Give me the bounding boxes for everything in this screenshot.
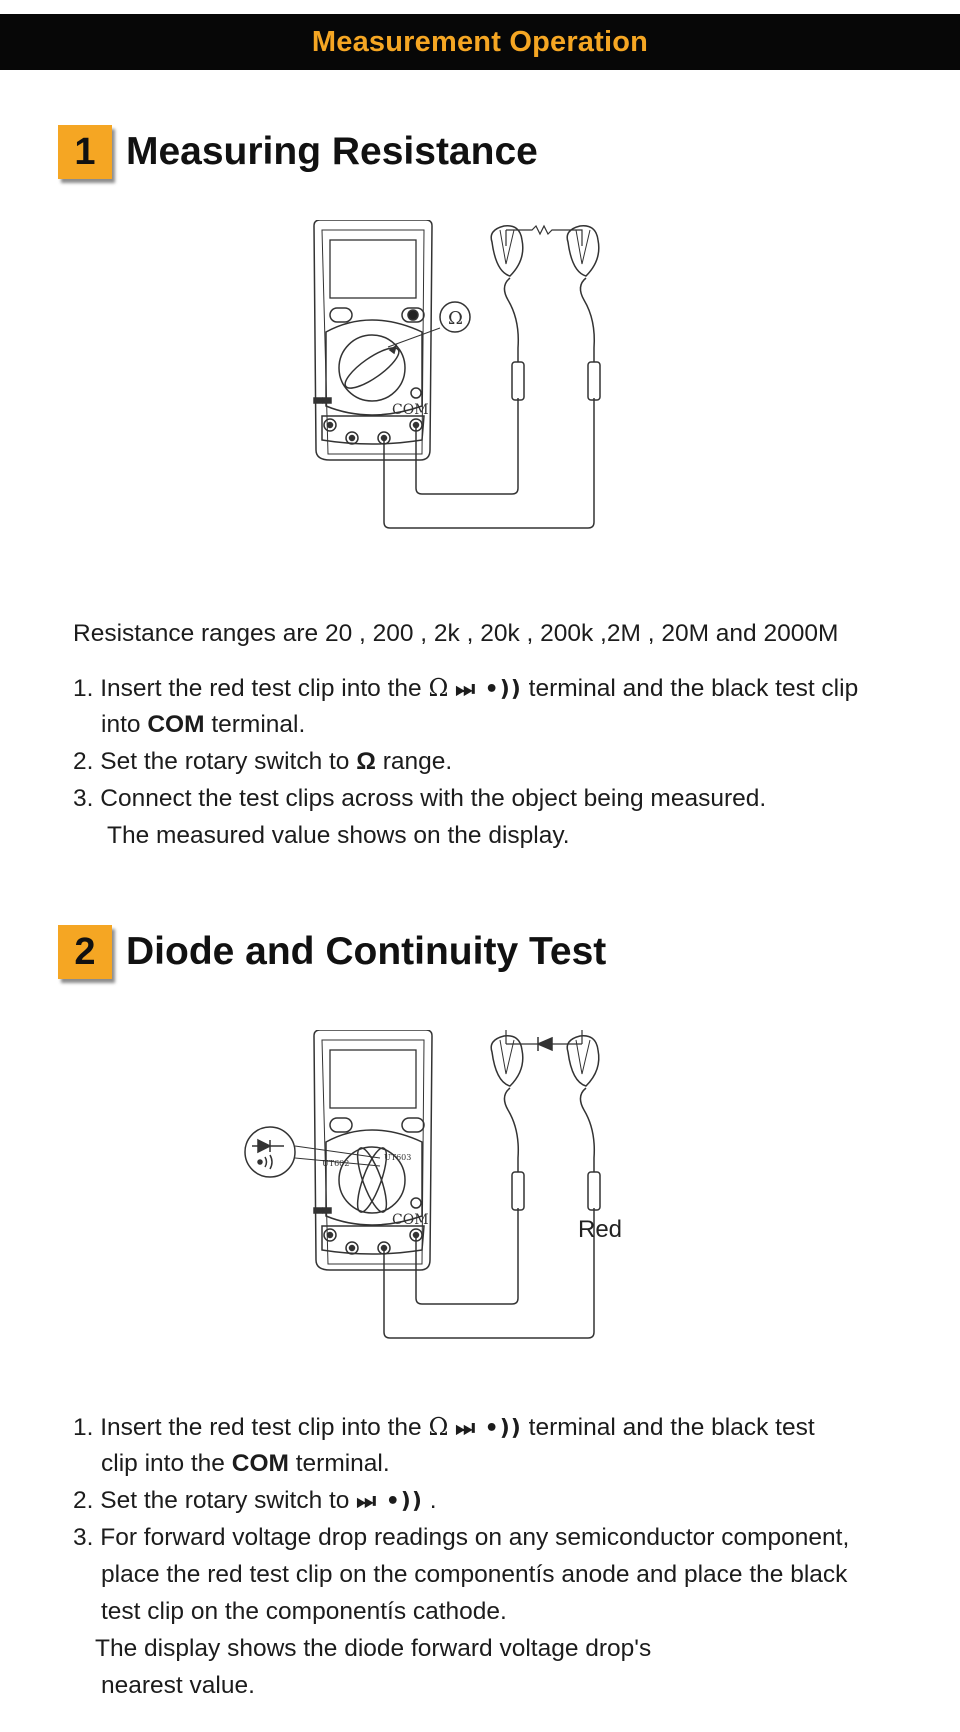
diode-continuity-icon: ⏭ •)) xyxy=(356,1489,423,1514)
ohm-icon: Ω xyxy=(448,308,463,329)
page-title: Measurement Operation xyxy=(311,25,649,58)
section-title: Measuring Resistance xyxy=(126,130,538,173)
diode-step-3-line-2: place the red test clip on the componentís anode and place the black xyxy=(101,1561,848,1588)
diode-step-2: 2. Set the rotary switch to ⏭ •)) . xyxy=(73,1487,437,1514)
resistance-ranges-text: Resistance ranges are 20 , 200 , 2k , 20k , 200k ,2M , 20M and 2000M xyxy=(73,620,839,647)
section-number-badge: 1 xyxy=(58,125,112,179)
ohm-icon: Ω xyxy=(428,1413,449,1441)
section-heading-resistance xyxy=(58,124,538,180)
com-label: COM xyxy=(392,402,429,418)
section-heading-diode xyxy=(58,924,606,980)
diode-step-1-line-2: clip into the COM terminal. xyxy=(101,1450,390,1477)
diode-step-3-line-1: 3. For forward voltage drop readings on any semiconductor component, xyxy=(73,1524,850,1551)
diode-continuity-icon: ⏭ •)) xyxy=(455,677,522,702)
svg-text:UT602: UT602 xyxy=(322,1159,350,1168)
diode-step-3-line-3: test clip on the componentís cathode. xyxy=(101,1598,507,1625)
step-3-line-1: 3. Connect the test clips across with the object being measured. xyxy=(73,785,767,812)
step-1-line-2: into COM terminal. xyxy=(101,711,306,738)
diode-step-3-line-5: nearest value. xyxy=(101,1672,255,1699)
diode-step-1-line-1: 1. Insert the red test clip into the Ω ⏭ •)) terminal and the black test xyxy=(73,1413,815,1441)
diode-test-diagram xyxy=(240,1030,700,1370)
section-title: Diode and Continuity Test xyxy=(126,930,607,973)
ohm-icon: Ω xyxy=(428,674,449,702)
diode-step-3-line-4: The display shows the diode forward voltage drop's xyxy=(95,1635,652,1662)
step-1-line-1: 1. Insert the red test clip into the Ω ⏭ •)) terminal and the black test clip xyxy=(73,674,859,702)
alligator-clip-icon xyxy=(567,226,599,276)
svg-text:UT603: UT603 xyxy=(384,1153,412,1162)
diode-continuity-icon: ⏭ •)) xyxy=(455,1416,522,1441)
step-3-line-2: The measured value shows on the display. xyxy=(107,822,570,849)
com-label: COM xyxy=(392,1212,429,1228)
ohm-icon: Ω xyxy=(356,748,376,775)
red-lead-label: Red xyxy=(578,1216,623,1243)
section-number-badge: 2 xyxy=(58,925,112,979)
step-2: 2. Set the rotary switch to Ω range. xyxy=(73,748,453,775)
resistance-measurement-diagram xyxy=(300,220,640,560)
header-bar xyxy=(0,14,960,70)
alligator-clip-icon xyxy=(491,226,523,276)
